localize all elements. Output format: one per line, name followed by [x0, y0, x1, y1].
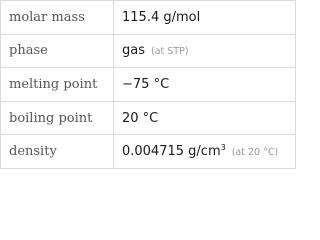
melting-point-value: [114, 68, 296, 102]
phase-label: phase: [1, 34, 114, 68]
density-unit-exponent: 3: [220, 143, 226, 153]
phase-value-text: gas: [122, 43, 145, 59]
table-row: [1, 135, 296, 169]
phase-note: (at STP): [151, 46, 189, 58]
density-label: density: [1, 135, 114, 169]
table-row: [1, 34, 296, 68]
density-value: [114, 135, 296, 169]
boiling-point-value-text: 20 °C: [122, 110, 159, 126]
density-note: (at 20 °C): [231, 147, 279, 159]
table-row: [1, 101, 296, 135]
melting-point-value-text: −75 °C: [122, 76, 170, 92]
melting-point-label: melting point: [1, 68, 114, 102]
molar-mass-value: [114, 1, 296, 35]
molar-mass-label: molar mass: [1, 1, 114, 35]
phase-value: [114, 34, 296, 68]
table-row: [1, 68, 296, 102]
molar-mass-value-text: 115.4 g/mol: [122, 9, 201, 25]
density-value-text: 0.004715 g/cm: [122, 144, 221, 160]
boiling-point-value: [114, 101, 296, 135]
boiling-point-label: boiling point: [1, 101, 114, 135]
table-row: [1, 1, 296, 35]
